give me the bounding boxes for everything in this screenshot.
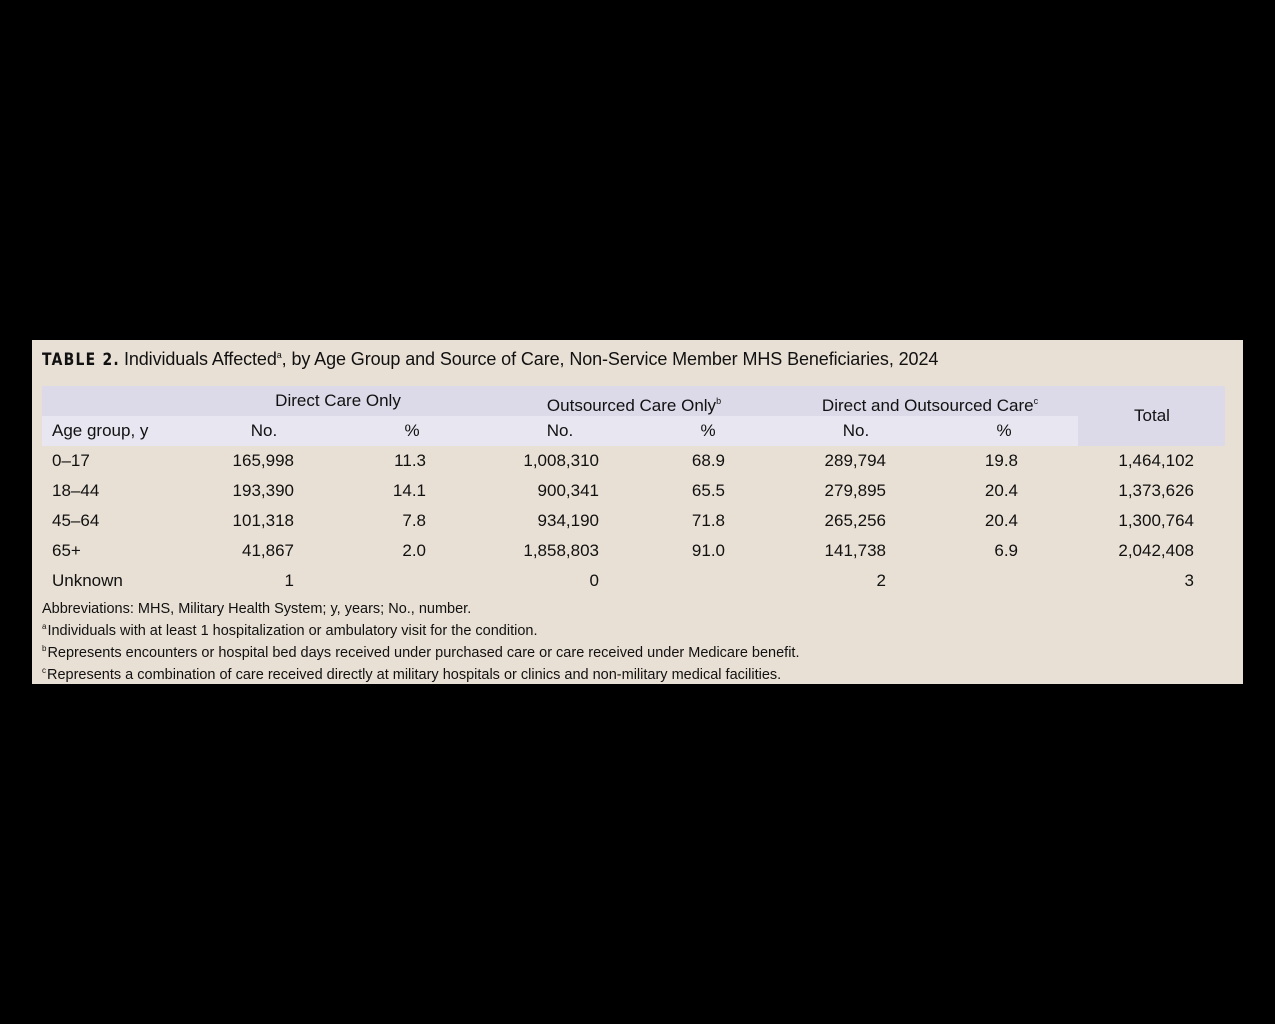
- cell-direct-no: 41,867: [242, 541, 294, 560]
- cell-out-pct: 65.5: [691, 481, 725, 500]
- cell-direct-pct: 14.1: [392, 481, 426, 500]
- cell-out-pct: 71.8: [691, 511, 725, 530]
- table-title: [42, 349, 938, 370]
- header-out-no: No.: [546, 421, 574, 440]
- cell-both-pct: 6.9: [994, 541, 1018, 560]
- cell-both-no: 2: [876, 571, 886, 590]
- cell-total: 1,373,626: [1118, 481, 1194, 500]
- group-header-outsourced: Outsourced Care Only$^b$: [546, 396, 722, 415]
- cell-total: 1,300,764: [1118, 511, 1194, 530]
- cell-age: 45–64: [52, 511, 100, 530]
- cell-out-no: 1,008,310: [523, 451, 599, 470]
- cell-out-pct: 68.9: [691, 451, 725, 470]
- cell-both-pct: 19.8: [984, 451, 1018, 470]
- cell-direct-no: 101,318: [232, 511, 294, 530]
- group-header-direct: Direct Care Only: [275, 391, 401, 410]
- cell-out-no: 1,858,803: [523, 541, 599, 560]
- cell-total: 2,042,408: [1118, 541, 1194, 560]
- table-footnotes: [42, 600, 799, 684]
- header-both-pct: %: [996, 421, 1012, 440]
- cell-out-no: 934,190: [537, 511, 599, 530]
- footnote-a: $^a$Individuals with at least 1 hospitalization or ambulatory visit for the condition.: [42, 622, 538, 639]
- cell-direct-pct: 11.3: [394, 451, 426, 470]
- footnote-b: $^b$Represents encounters or hospital bed days received under purchased care or care received under Medicare benefit.: [42, 644, 800, 661]
- cell-both-pct: 20.4: [984, 511, 1018, 530]
- header-total: Total: [1134, 406, 1170, 425]
- cell-both-no: 265,256: [824, 511, 886, 530]
- cell-out-no: 900,341: [537, 481, 599, 500]
- table-panel: [32, 340, 1243, 684]
- cell-both-pct: 20.4: [984, 481, 1018, 500]
- header-both-no: No.: [842, 421, 870, 440]
- table-label: TABLE 2.: [42, 350, 120, 370]
- cell-both-no: 141,738: [824, 541, 886, 560]
- cell-direct-pct: 7.8: [402, 511, 426, 530]
- cell-out-no: 0: [589, 571, 599, 590]
- header-age-group: Age group, y: [52, 421, 149, 440]
- cell-direct-no: 1: [284, 571, 294, 590]
- cell-age: Unknown: [52, 571, 123, 590]
- cell-total: 1,464,102: [1118, 451, 1194, 470]
- title-text-rest: , by Age Group and Source of Care, Non-Service Member MHS Beneficiaries, 2024: [281, 349, 939, 369]
- header-direct-no: No.: [250, 421, 278, 440]
- cell-age: 18–44: [52, 481, 100, 500]
- cell-age: 0–17: [52, 451, 90, 470]
- cell-direct-pct: 2.0: [402, 541, 426, 560]
- header-direct-pct: %: [404, 421, 420, 440]
- cell-out-pct: 91.0: [691, 541, 725, 560]
- cell-both-no: 279,895: [824, 481, 886, 500]
- cell-direct-no: 193,390: [232, 481, 294, 500]
- footnote-abbreviations: Abbreviations: MHS, Military Health System; y, years; No., number.: [42, 601, 472, 617]
- title-text: Individuals Affected: [123, 349, 277, 369]
- title-footnote-mark: a: [276, 350, 282, 360]
- cell-age: 65+: [52, 541, 81, 560]
- group-header-both: Direct and Outsourced Care$^c$: [821, 396, 1039, 415]
- cell-direct-no: 165,998: [232, 451, 294, 470]
- cell-total: 3: [1184, 571, 1194, 590]
- cell-both-no: 289,794: [824, 451, 886, 470]
- footnote-c: $^c$Represents a combination of care received directly at military hospitals or clinics and non-military medical facilities.: [42, 666, 782, 683]
- header-out-pct: %: [700, 421, 716, 440]
